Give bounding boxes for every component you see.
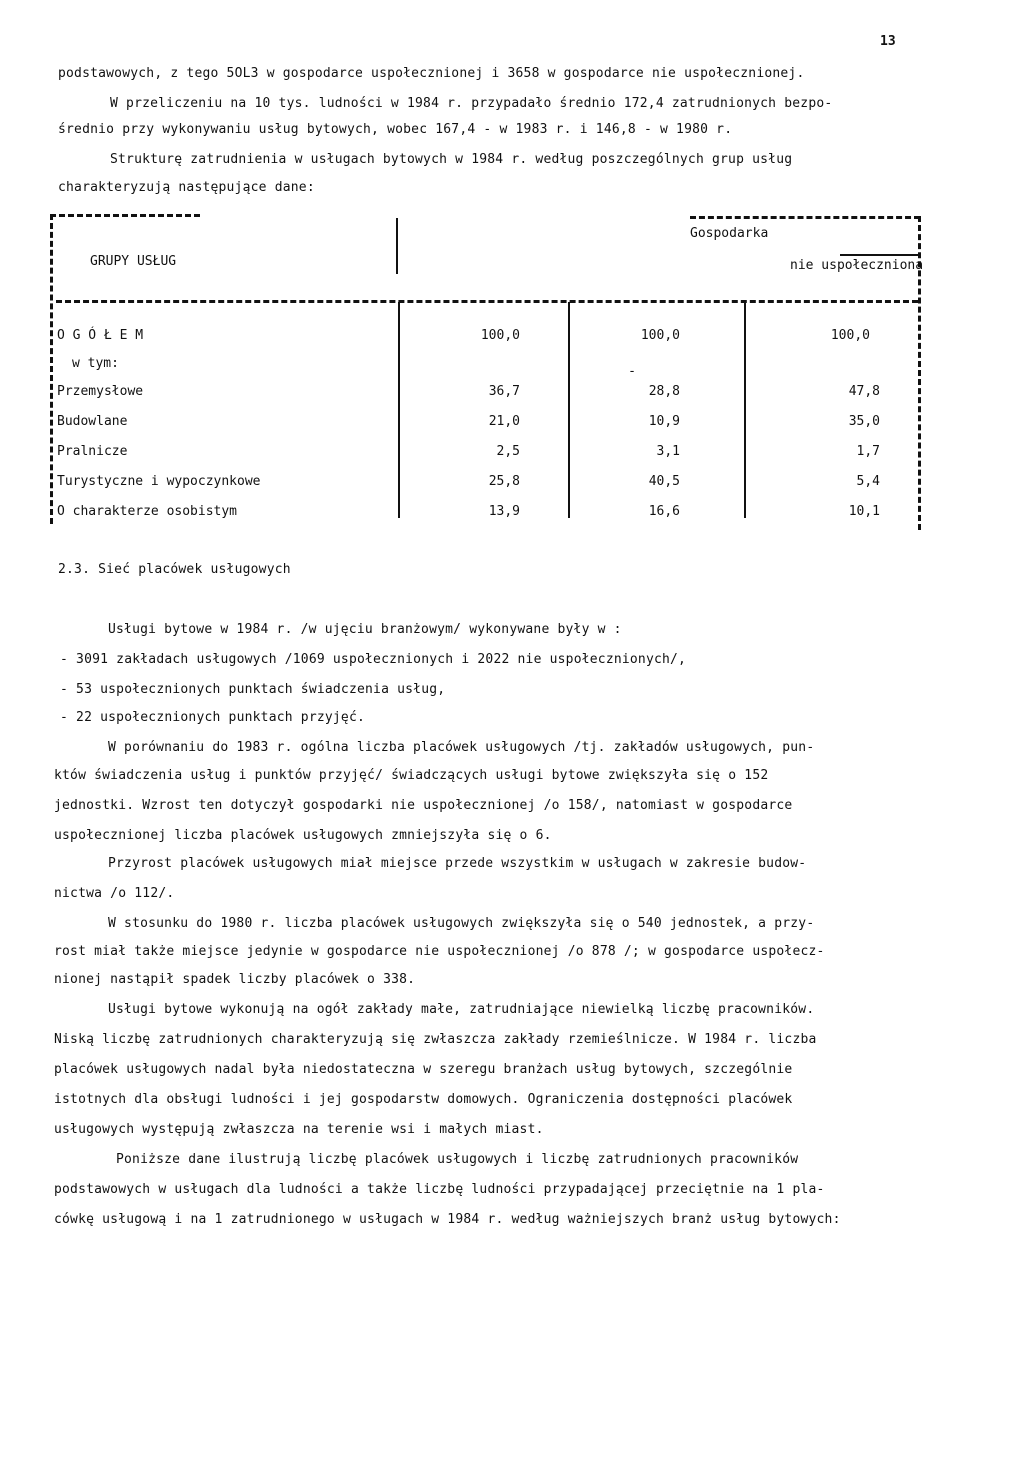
cell-przemyslowe-c3: 47,8 [848, 384, 880, 399]
table-header-bottom [56, 300, 918, 303]
row-label-przemyslowe: Przemysłowe [57, 384, 144, 399]
row-label-ogolem: O G Ó Ł E M [57, 328, 144, 343]
body-line: - 3091 zakładach usługowych /1069 uspołecznionych i 2022 nie uspołecznionych/, [60, 652, 687, 667]
header-grupy-uslug: GRUPY USŁUG [90, 254, 177, 269]
body-line: W stosunku do 1980 r. liczba placówek usługowych zwiększyła się o 540 jednostek, a przy- [108, 916, 815, 931]
cell-pralnicze-c2: 3,1 [656, 444, 680, 459]
body-line: podstawowych w usługach dla ludności a także liczbę ludności przypadającej przeciętnie na 1 pla- [54, 1182, 825, 1197]
header-gospodarka: Gospodarka [690, 226, 769, 241]
section-title: 2.3. Sieć placówek usługowych [58, 562, 291, 577]
body-line: uspołecznionej liczba placówek usługowych zmniejszyła się o 6. [54, 828, 552, 843]
cell-ogolem-c1: 100,0 [480, 328, 520, 343]
row-label-pralnicze: Pralnicze [57, 444, 128, 459]
cell-osobistym-c1: 13,9 [488, 504, 520, 519]
header-nie-uspolecznione: nie uspołeczniona [790, 258, 924, 273]
cell-budowlane-c1: 21,0 [488, 414, 520, 429]
cell-ogolem-c3: 100,0 [830, 328, 870, 343]
intro-line: podstawowych, z tego 5OL3 w gospodarce uspołecznionej i 3658 w gospodarce nie uspołecznionej. [58, 66, 805, 81]
body-line: rost miał także miejsce jedynie w gospodarce nie uspołecznionej /o 878 /; w gospodarce uspołecz- [54, 944, 825, 959]
row-label-w-tym: w tym: [72, 356, 119, 371]
body-line: Usługi bytowe wykonują na ogół zakłady małe, zatrudniające niewielką liczbę pracowników. [108, 1002, 815, 1017]
intro-line: W przeliczeniu na 10 tys. ludności w 1984 r. przypadało średnio 172,4 zatrudnionych bezpo- [110, 96, 833, 111]
gospodarka-underline [840, 254, 918, 256]
col-divider-2 [568, 302, 570, 518]
col-divider-1 [398, 302, 400, 518]
body-line: nionej nastąpił spadek liczby placówek o 338. [54, 972, 416, 987]
table-header-divider [396, 218, 398, 274]
body-line: istotnych dla obsługi ludności i jej gospodarstw domowych. Ograniczenia dostępności placówek [54, 1092, 793, 1107]
cell-przemyslowe-c1: 36,7 [488, 384, 520, 399]
cell-budowlane-c2: 10,9 [648, 414, 680, 429]
body-line: Niską liczbę zatrudnionych charakteryzują się zwłaszcza zakłady rzemieślnicze. W 1984 r. liczba [54, 1032, 817, 1047]
col-divider-3 [744, 302, 746, 518]
cell-osobistym-c3: 10,1 [848, 504, 880, 519]
cell-osobistym-c2: 16,6 [648, 504, 680, 519]
cell-przemyslowe-c2: 28,8 [648, 384, 680, 399]
body-line: jednostki. Wzrost ten dotyczył gospodarki nie uspołecznionej /o 158/, natomiast w gospodarce [54, 798, 793, 813]
cell-pralnicze-c3: 1,7 [856, 444, 880, 459]
page-number: 13 [880, 34, 896, 49]
table-border-top-right [690, 216, 920, 219]
body-line: Poniższe dane ilustrują liczbę placówek usługowych i liczbę zatrudnionych pracowników [116, 1152, 799, 1167]
cell-pralnicze-c1: 2,5 [496, 444, 520, 459]
body-line: - 22 uspołecznionych punktach przyjęć. [60, 710, 366, 725]
table-border-top-left [50, 214, 200, 217]
body-line: W porównaniu do 1983 r. ogólna liczba placówek usługowych /tj. zakładów usługowych, pun- [108, 740, 815, 755]
cell-turystyczne-c1: 25,8 [488, 474, 520, 489]
row-label-budowlane: Budowlane [57, 414, 128, 429]
row-label-turystyczne: Turystyczne i wypoczynkowe [57, 474, 261, 489]
body-line: usługowych występują zwłaszcza na terenie wsi i małych miast. [54, 1122, 544, 1137]
body-line: placówek usługowych nadal była niedostateczna w szeregu branżach usług bytowych, szczególnie [54, 1062, 793, 1077]
body-line: nictwa /o 112/. [54, 886, 175, 901]
body-line: któw świadczenia usług i punktów przyjęć/ świadczących usługi bytowe zwiększyła się o 152 [54, 768, 769, 783]
intro-line: średnio przy wykonywaniu usług bytowych, wobec 167,4 - w 1983 r. i 146,8 - w 1980 r. [58, 122, 733, 137]
cell-ogolem-c2: 100,0 [640, 328, 680, 343]
table-border-left [50, 214, 53, 524]
body-line: Przyrost placówek usługowych miał miejsce przede wszystkim w usługach w zakresie budow- [108, 856, 807, 871]
body-line: Usługi bytowe w 1984 r. /w ujęciu branżowym/ wykonywane były w : [108, 622, 622, 637]
intro-line: charakteryzują następujące dane: [58, 180, 315, 195]
body-line: cówkę usługową i na 1 zatrudnionego w usługach w 1984 r. według ważniejszych branż usług bytowych: [54, 1212, 841, 1227]
cell-turystyczne-c3: 5,4 [856, 474, 880, 489]
body-line: - 53 uspołecznionych punktach świadczenia usług, [60, 682, 446, 697]
cell-turystyczne-c2: 40,5 [648, 474, 680, 489]
cell-budowlane-c3: 35,0 [848, 414, 880, 429]
intro-line: Strukturę zatrudnienia w usługach bytowych w 1984 r. według poszczególnych grup usług [110, 152, 793, 167]
row-label-osobistym: O charakterze osobistym [57, 504, 238, 519]
cell-w-tym-c2: - [628, 364, 636, 379]
